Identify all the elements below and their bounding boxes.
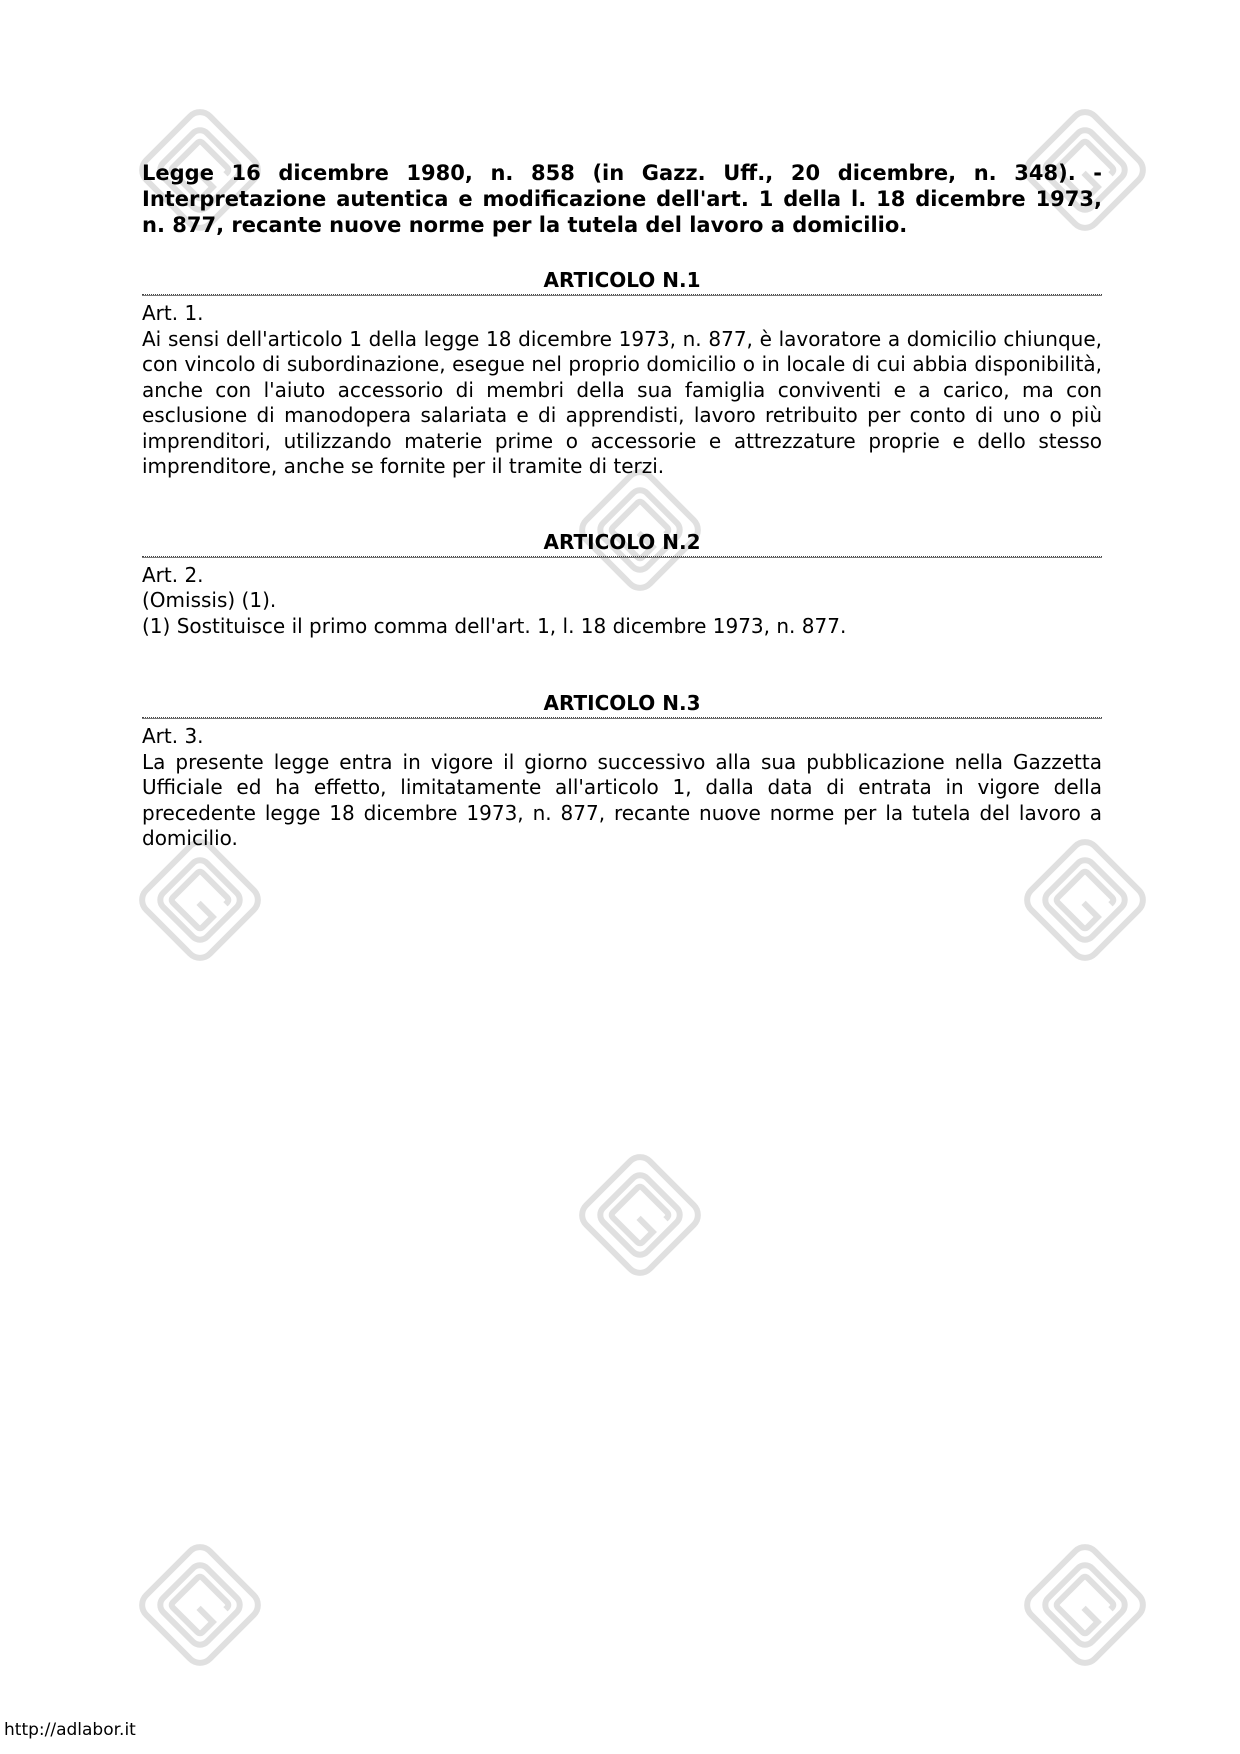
article-footnote: (1) Sostituisce il primo comma dell'art. 1, l. 18 dicembre 1973, n. 877. (142, 613, 847, 638)
article-2 (142, 530, 1102, 640)
watermark-logo-icon (1010, 1530, 1160, 1680)
document-content (142, 160, 1102, 852)
article-heading: ARTICOLO N.3 (142, 691, 1102, 718)
article-text: Ai sensi dell'articolo 1 della legge 18 dicembre 1973, n. 877, è lavoratore a domicilio chiunque, con vincolo di subordinazione, esegue nel proprio domicilio o in locale di cui abbia disponibilità, anche con l'aiuto accessorio di membri della sua famiglia conviventi e a carico, ma con esclusione di manodopera salariata e di apprendisti, lavoro retribuito per conto di uno o più imprenditori, utilizzando materie prime o accessorie e attrezzature proprie e dello stesso imprenditore, anche se fornite per il tramite di terzi. (142, 326, 1102, 478)
article-3 (142, 691, 1102, 852)
article-heading: ARTICOLO N.2 (142, 530, 1102, 557)
watermark-logo-icon (125, 1530, 275, 1680)
article-heading: ARTICOLO N.1 (142, 268, 1102, 295)
article-body (142, 563, 1102, 640)
footer-url-link[interactable]: http://adlabor.it (4, 1720, 136, 1740)
article-text: La presente legge entra in vigore il giorno successivo alla sua pubblicazione nella Gazzetta Ufficiale ed ha effetto, limitatamente all'articolo 1, dalla data di entrata in vigore della precedente legge 18 dicembre 1973, n. 877, recante nuove norme per la tutela del lavoro a domicilio. (142, 749, 1102, 850)
watermark-logo-icon (565, 1140, 715, 1290)
article-number: Art. 2. (142, 562, 204, 587)
article-text: (Omissis) (1). (142, 588, 277, 612)
article-body (142, 724, 1102, 852)
article-1 (142, 268, 1102, 480)
article-number: Art. 1. (142, 301, 204, 325)
article-number: Art. 3. (142, 724, 204, 748)
article-body (142, 301, 1102, 480)
document-title: Legge 16 dicembre 1980, n. 858 (in Gazz. Uff., 20 dicembre, n. 348). - Interpretazione autentica e modificazione dell'art. 1 della l. 18 dicembre 1973, n. 877, recante nuove norme per la tutela del lavoro a domicilio. (142, 161, 1102, 237)
